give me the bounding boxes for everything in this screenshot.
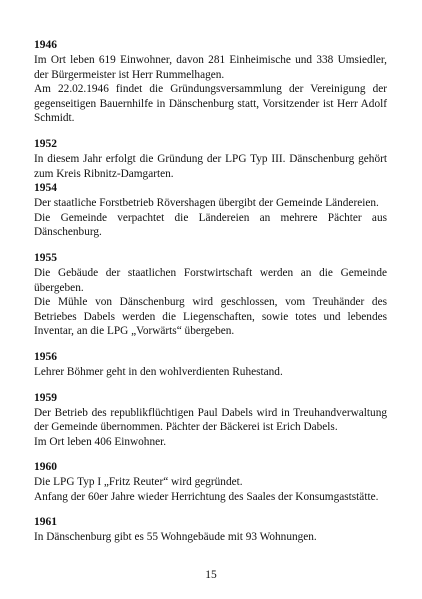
year-heading: 1955 bbox=[34, 251, 57, 264]
paragraph: Die LPG Typ I „Fritz Reuter“ wird gegründet. bbox=[34, 476, 243, 489]
section-1961 bbox=[34, 515, 387, 545]
year-heading: 1954 bbox=[34, 182, 57, 195]
section-1954 bbox=[34, 181, 387, 240]
paragraph: Der staatliche Forstbetrieb Rövershagen übergibt der Gemeinde Ländereien. bbox=[34, 197, 379, 210]
document-page bbox=[34, 38, 387, 556]
section-1955 bbox=[34, 251, 387, 339]
year-heading: 1956 bbox=[34, 350, 57, 363]
section-1946 bbox=[34, 38, 387, 126]
section-1956 bbox=[34, 350, 387, 380]
page-number: 15 bbox=[205, 569, 217, 581]
paragraph: In Dänschenburg gibt es 55 Wohngebäude mit 93 Wohnungen. bbox=[34, 531, 317, 544]
paragraph: Die Gemeinde verpachtet die Ländereien an mehrere Pächter aus Dänschenburg. bbox=[34, 211, 387, 239]
year-heading: 1961 bbox=[34, 516, 57, 529]
year-heading: 1952 bbox=[34, 137, 57, 150]
year-heading: 1946 bbox=[34, 39, 57, 51]
year-heading: 1959 bbox=[34, 391, 57, 404]
paragraph: Anfang der 60er Jahre wieder Herrichtung des Saales der Konsumgaststätte. bbox=[34, 490, 379, 503]
section-1960 bbox=[34, 460, 387, 504]
paragraph: Die Mühle von Dänschenburg wird geschlossen, vom Treuhänder des Betriebes Dabels werden die Liegenschaften, sowie totes und lebendes Inventar, an die LPG „Vorwärts“ übergeben. bbox=[34, 296, 387, 338]
year-heading: 1960 bbox=[34, 461, 57, 474]
paragraph: Der Betrieb des republikflüchtigen Paul Dabels wird in Treuhandverwaltung der Gemeinde übernommen. Pächter der Bäckerei ist Erich Dabels. bbox=[34, 406, 387, 434]
paragraph: Lehrer Böhmer geht in den wohlverdienten Ruhestand. bbox=[34, 365, 283, 378]
paragraph: Im Ort leben 619 Einwohner, davon 281 Einheimische und 338 Umsiedler, der Bürgermeister ist Herr Rummelhagen. bbox=[34, 54, 387, 81]
section-1952 bbox=[34, 137, 387, 181]
paragraph: Im Ort leben 406 Einwohner. bbox=[34, 435, 167, 448]
paragraph: Die Gebäude der staatlichen Forstwirtschaft werden an die Gemeinde übergeben. bbox=[34, 266, 387, 294]
paragraph: Am 22.02.1946 findet die Gründungsversammlung der Vereinigung der gegenseitigen Bauernhilfe in Dänschenburg statt, Vorsitzender ist Herr Adolf Schmidt. bbox=[34, 83, 387, 125]
section-1959 bbox=[34, 391, 387, 450]
paragraph: In diesem Jahr erfolgt die Gründung der LPG Typ III. Dänschenburg gehört zum Kreis Ribnitz-Damgarten. bbox=[34, 152, 387, 180]
